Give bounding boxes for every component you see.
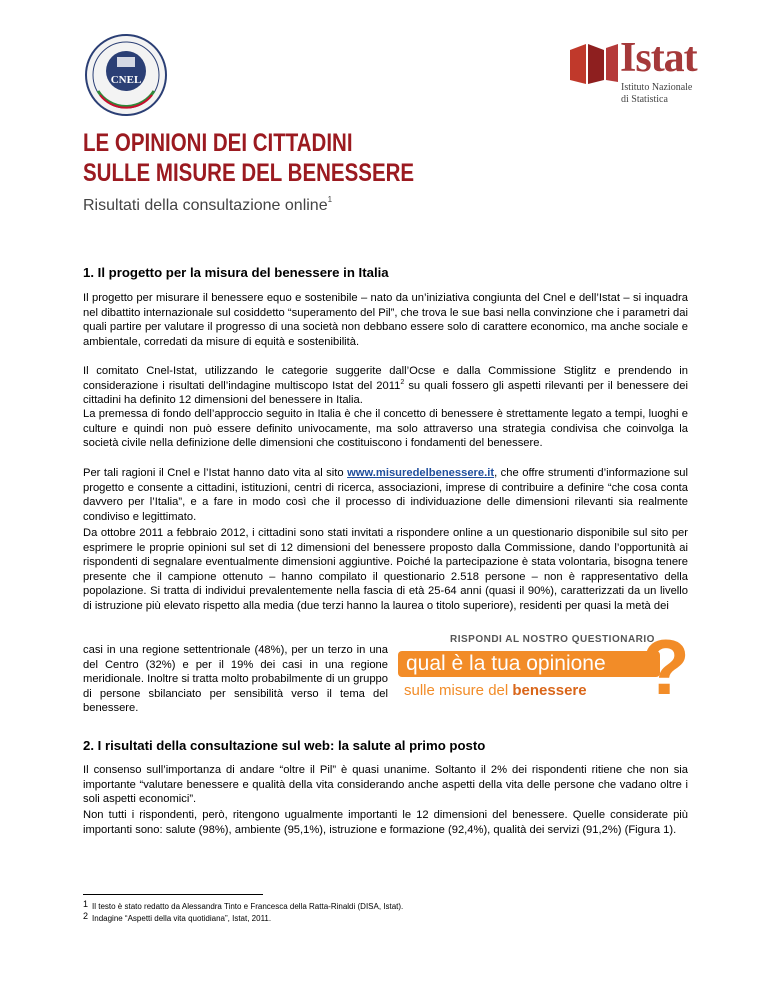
footnote-2: [83, 911, 272, 924]
page-subtitle: [83, 197, 332, 215]
p4-text-b: , che offre strumenti d’informazione sul progetto e consente a cittadini, istituzioni, centri di ricerca, associazioni, imprese di contribuire a definire “che cosa conta davvero per l’Italia”, e a fare in modo così che il processo di individuazione delle dimensioni rilevanti sia realmente condiviso e legittimato.: [83, 467, 688, 523]
title-line-1: LE OPINIONI DEI CITTADINI: [83, 129, 353, 157]
section-1-paragraph-4: [83, 466, 688, 524]
footnote-1: [83, 899, 404, 912]
footnote-divider: [83, 894, 263, 895]
footnote-ref-1: 1: [327, 195, 333, 204]
footnote-1-num: 1: [83, 899, 89, 909]
banner-top-text: RISPONDI AL NOSTRO QUESTIONARIO: [450, 634, 655, 645]
cnel-seal-icon: [84, 33, 168, 117]
website-link[interactable]: www.misuredelbenessere.it: [347, 467, 495, 479]
istat-flag-icon: [568, 40, 620, 88]
footnote-ref-2: 2: [400, 378, 405, 386]
banner-bottom-a: sulle misure del: [404, 682, 513, 699]
p4-text-a: Per tali ragioni il Cnel e l’Istat hanno dato vita al sito: [83, 467, 348, 479]
section-2-paragraph-2: Non tutti i rispondenti, però, ritengono ugualmente importanti le 12 dimensioni del benessere. Quelle considerate più importanti sono: salute (98%), ambiente (95,1%), istruzione e formazione (92,4%), qualità dei servizi (91,2%) (Figura 1).: [83, 809, 688, 836]
istat-sub-line2: di Statistica: [621, 94, 668, 105]
questionnaire-banner[interactable]: [398, 623, 698, 711]
banner-bottom-b: benessere: [512, 682, 587, 699]
footnote-1-text: Il testo è stato redatto da Alessandra Tinto e Francesca della Ratta-Rinaldi (DISA, Istat).: [92, 902, 404, 911]
section-1-paragraph-3: La premessa di fondo dell’approccio seguito in Italia è che il concetto di benessere è strettamente legato a tempi, luoghi e culture e quindi non può essere definito univocamente, ma solo attraverso una strategia condivisa che coinvolga la società civile nella definizione delle dimensioni che costituiscono i fondamenti del benessere.: [83, 408, 688, 450]
question-mark-icon: ?: [642, 623, 690, 711]
section-1-paragraph-5: Da ottobre 2011 a febbraio 2012, i cittadini sono stati invitati a rispondere online a un questionario disponibile sul sito per esprimere le proprie opinioni sul set di 12 dimensioni del benessere proposto dalla Commissione, dando l’opportunità ai rispondenti di segnalare eventualmente dimensioni aggiuntive. Poiché la partecipazione è stata volontaria, bisogna tenere presente che il campione ottenuto – hanno compilato il questionario 2.518 persone – non è rappresentativo della popolazione. Si tratta di individui prevalentemente nella fascia di età 25-64 anni (quasi il 90%), caratterizzati da un livello di istruzione più elevato rispetto alla media (due terzi hanno la laurea o titolo superiore), residenti per quasi la metà dei: [83, 527, 688, 612]
section-1-paragraph-5-continued: casi in una regione settentrionale (48%), per un terzo in una del Centro (32%) e per il 19% dei casi in una regione meridionale. Inoltre si tratta molto probabilmente di un gruppo di persone sbilanciato per sensibilità verso il tema del benessere.: [83, 644, 388, 715]
section-2-heading: 2. I risultati della consultazione sul web: la salute al primo posto: [83, 738, 486, 753]
banner-bottom-text: [404, 682, 587, 699]
subtitle-text: Risultati della consultazione online: [83, 197, 328, 214]
cnel-logo-text: CNEL: [110, 74, 142, 86]
page-title: [83, 128, 414, 188]
istat-subtitle: [621, 82, 701, 106]
title-line-2: SULLE MISURE DEL BENESSERE: [83, 159, 415, 187]
p2-text-a: Il comitato Cnel-Istat, utilizzando le categorie suggerite dall’Ocse e dalla Commissione Stiglitz e prendendo in considerazione i risultati dell’indagine multiscopo Istat del 2011: [83, 365, 688, 392]
section-1-heading: 1. Il progetto per la misura del benessere in Italia: [83, 265, 389, 280]
istat-sub-line1: Istituto Nazionale: [621, 82, 693, 93]
footnote-2-num: 2: [83, 911, 89, 921]
section-1-paragraph-2: [83, 364, 688, 408]
footnote-2-text: Indagine “Aspetti della vita quotidiana”, Istat, 2011.: [92, 914, 272, 923]
section-1-paragraph-1: Il progetto per misurare il benessere equo e sostenibile – nato da un’iniziativa congiunta del Cnel e dell’Istat – si inquadra nel dibattito internazionale sul cosiddetto “superamento del Pil”, che trova le sue basi nella convinzione che i parametri dai quali partire per valutare il progresso di una società non debbano essere solo di carattere economico, ma anche sociale e ambientale, corredati da misure di equità e sostenibilità.: [83, 292, 688, 348]
banner-main-text: qual è la tua opinione: [406, 652, 606, 675]
section-2-paragraph-1: Il consenso sull’importanza di andare “oltre il Pil” è quasi unanime. Soltanto il 2% dei rispondenti ritiene che non sia importante “valutare benessere e qualità della vita considerando anche aspetti della vita delle persone che vadano oltre i soli aspetti economici”.: [83, 764, 688, 806]
istat-wordmark: Istat: [620, 35, 697, 81]
p2-text-b: su quali fossero gli aspetti rilevanti per il benessere dei cittadini ha definito 12 dimensioni del benessere in Italia.: [83, 379, 688, 407]
